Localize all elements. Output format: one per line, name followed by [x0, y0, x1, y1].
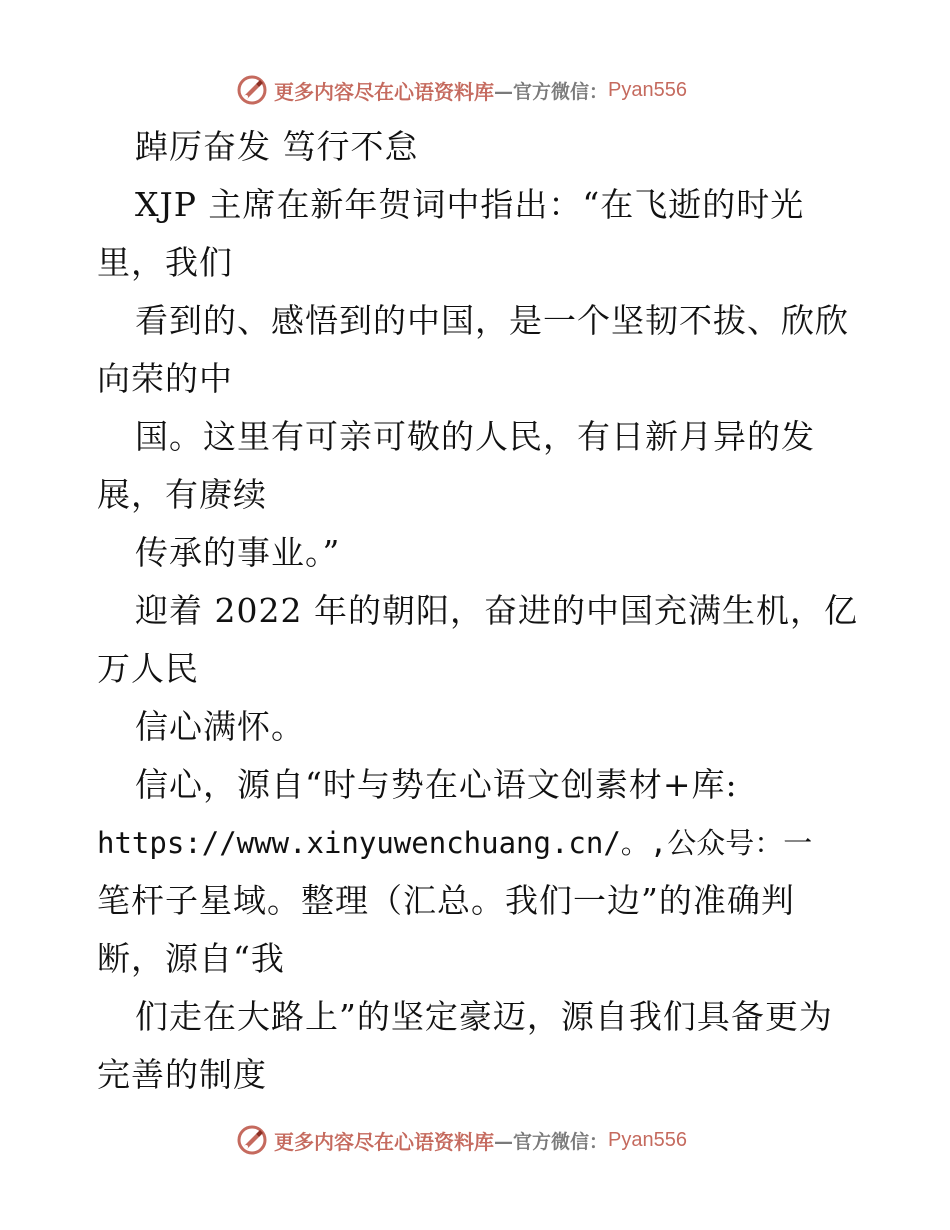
paragraph-line: 里，我们 — [97, 243, 233, 282]
watermark-brand: 更多内容尽在心语资料库 — [274, 79, 494, 104]
body-text — [97, 118, 887, 1104]
header-watermark — [236, 70, 756, 110]
paragraph-line: 们走在大路上”的坚定豪迈，源自我们具备更为 — [135, 997, 833, 1036]
pen-logo-icon — [236, 74, 268, 106]
paragraph-line: 信心，源自“时与势在心语文创素材+库: — [135, 765, 738, 804]
paragraph-line: 展，有赓续 — [97, 475, 267, 514]
paragraph-line: XJP 主席在新年贺词中指出：“在飞逝的时光 — [135, 185, 805, 224]
paragraph-line: 笔杆子星域。整理（汇总。我们一边”的准确判 — [97, 881, 795, 920]
paragraph-line: 向荣的中 — [97, 359, 233, 398]
paragraph-line: 迎着 2022 年的朝阳，奋进的中国充满生机，亿 — [135, 591, 858, 630]
paragraph-line: 国。这里有可亲可敬的人民，有日新月异的发 — [135, 417, 815, 456]
footer-watermark — [236, 1120, 756, 1160]
paragraph-line: 完善的制度 — [97, 1055, 267, 1094]
watermark-id: Pyan556 — [608, 1128, 687, 1151]
paragraph-line: 看到的、感悟到的中国，是一个坚韧不拔、欣欣 — [135, 301, 849, 340]
paragraph-line: 断，源自“我 — [97, 939, 285, 978]
watermark-id: Pyan556 — [608, 78, 687, 101]
paragraph-line: 万人民 — [97, 649, 199, 688]
paragraph-line: 传承的事业。” — [135, 533, 341, 572]
paragraph-line: 踔厉奋发 笃行不怠 — [135, 127, 419, 166]
watermark-label: —官方微信： — [494, 80, 609, 103]
pen-logo-icon — [236, 1124, 268, 1156]
watermark-brand: 更多内容尽在心语资料库 — [274, 1129, 494, 1154]
paragraph-line: 信心满怀。 — [135, 707, 305, 746]
url-line: https://www.xinyuwenchuang.cn/。,公众号：一 — [97, 826, 813, 860]
watermark-label: —官方微信： — [494, 1130, 609, 1153]
